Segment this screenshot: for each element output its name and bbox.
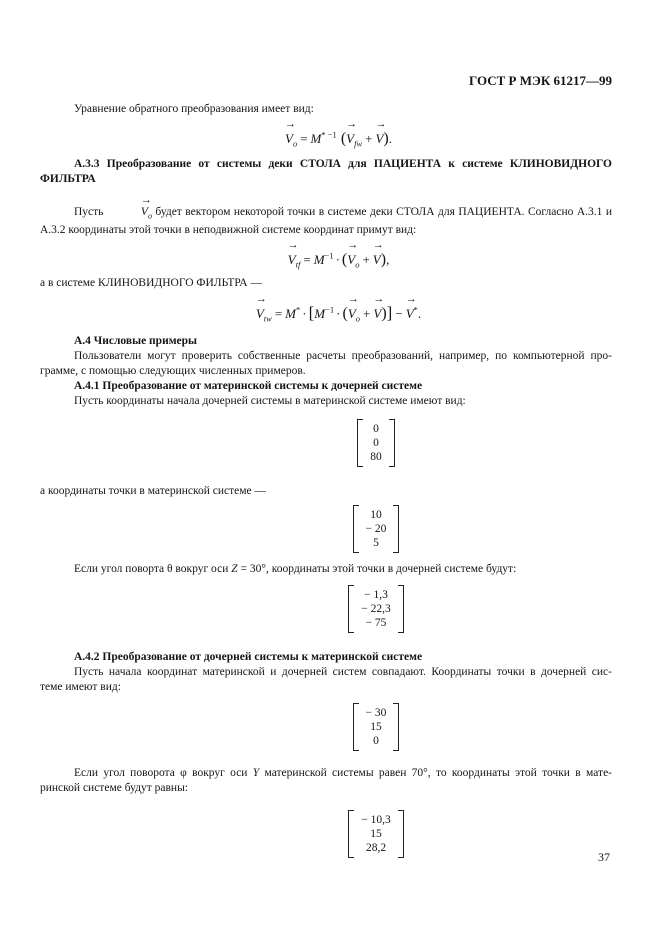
matrix-cell: 0 [373,437,379,450]
matrix-point-child [40,703,612,756]
matrix-point-mother-result [40,810,612,863]
vector-vo: → $V_o$ [285,118,298,149]
axis-y-symbol: Y [252,767,260,780]
paragraph-rotation-y [40,766,612,796]
vector-arrow-icon: → [140,194,151,206]
matrix-cell: − 75 [365,617,387,630]
vector-vo: → $V_o$ [347,239,360,270]
vector-arrow-icon: → [346,118,357,130]
equation-wedge-filter: → $V_{tw} = M^* \cdot [M^{-1}$ · ( → $V_o$ + → V)] − → V*. [255,293,422,324]
vector-vfw: → $V_{fw}$ [346,118,363,149]
vector-vtw: → $V_{tw}$ [255,293,272,324]
vector-vtf: → $V_{tf}$ [287,239,301,270]
matrix-child-origin [40,419,612,472]
matrix-cell: − 22,3 [361,603,391,616]
vector-arrow-icon: → [405,293,416,306]
paragraph-line: Пусть → $V_o$ будет вектором некоторой точки в системе деки СТОЛА для ПАЦИЕНТА. Согласно А.3.1 и [40,195,612,223]
matrix-cell: 15 [370,721,382,734]
bracket-right [393,703,399,751]
paragraph-inverse-transform-intro: Уравнение обратного преобразования имеет вид: [74,103,314,115]
bracket-right [393,505,399,553]
paragraph-line: Если угол поворота φ вокруг оси Y материнской системы равен 70°, то координаты этой точки в мате- [74,767,612,780]
paragraph-a42-intro-line1: Пусть начала координат материнской и дочерней систем совпадают. Координаты точки в дочерней сис- [74,666,612,679]
vector-v: → V [375,118,386,146]
paragraph-point-mother-system: а координаты точки в материнской системе — [40,485,267,498]
matrix-cell: − 20 [365,523,387,536]
heading-a33-line2: ФИЛЬТРА [40,173,96,185]
vector-vo-inline: → $V_o$ [107,205,152,223]
heading-a4: А.4 Числовые примеры [74,335,198,348]
matrix-cell: − 10,3 [361,814,391,827]
matrix-cell: 0 [373,423,379,436]
matrix-cell: 28,2 [365,842,387,855]
matrix-cell: 10 [370,509,382,522]
vector-arrow-icon: → [285,118,295,130]
vector-vo: → $V_o$ [347,293,361,324]
matrix-cell: 80 [370,451,382,464]
paragraph-numeric-examples-line2: грамме, с помощью следующих численных примеров. [40,365,306,378]
equation-fixed-system: → $V_{tf} = M^{-1}$ · ( → $V_o$ + → V), [287,239,390,270]
paragraph-line: А.3.2 координаты этой точки в неподвижной системе координат примут вид: [40,224,417,237]
vector-arrow-icon: → [347,293,358,306]
bracket-right [389,419,395,467]
bracket-right [398,810,404,858]
paragraph-a33-body [40,195,612,238]
bracket-right [398,585,404,633]
equation-inverse-transform: → $V_o = M^{* -1}$ ( → $V_{fw}$ + → V). [285,118,392,149]
vector-arrow-icon: → [347,239,358,252]
vector-arrow-icon: → [373,293,384,306]
paragraph-rotation-z: Если угол поворта θ вокруг оси Z = 30°, координаты этой точки в дочерней системе будут: [74,563,517,576]
doc-code-header [40,73,612,89]
vector-arrow-icon: → [375,118,386,130]
matrix-point-child-result [40,585,612,638]
vector-v: → V [373,293,384,322]
matrix-point-mother [40,505,612,558]
doc-code: ГОСТ Р МЭК 61217—99 [469,73,612,88]
matrix-cell: 0 [373,735,379,748]
matrix-cell: − 1,3 [364,589,388,602]
heading-a33-line1: А.3.3 Преобразование от системы деки СТОЛА для ПАЦИЕНТА к системе КЛИНОВИДНОГО [74,158,612,170]
paragraph-a42-intro-line2: теме имеют вид: [40,681,121,694]
heading-a42: А.4.2 Преобразование от дочерней системы к материнской системе [74,651,423,664]
axis-z-symbol: Z [231,563,238,576]
matrix-cell: 5 [373,537,379,550]
paragraph-line: ринской системе будут равны: [40,782,188,795]
paragraph-a41-intro: Пусть координаты начала дочерней системы в материнской системе имеют вид: [74,395,466,408]
page-number: 37 [598,850,610,864]
paragraph-numeric-examples-line1: Пользователи могут проверить собственные расчеты преобразований, например, по компьютерной про- [74,350,612,363]
paragraph-wedge-filter: а в системе КЛИНОВИДНОГО ФИЛЬТРА — [40,277,262,290]
matrix-cell: − 30 [365,707,387,720]
vector-arrow-icon: → [287,239,298,252]
vector-v: → V [372,239,383,268]
matrix-cell: 15 [370,828,382,841]
heading-a41: А.4.1 Преобразование от материнской системы к дочерней системе [74,380,423,393]
vector-v-star: → V [405,293,416,322]
vector-arrow-icon: → [255,293,266,306]
vector-arrow-icon: → [372,239,383,252]
